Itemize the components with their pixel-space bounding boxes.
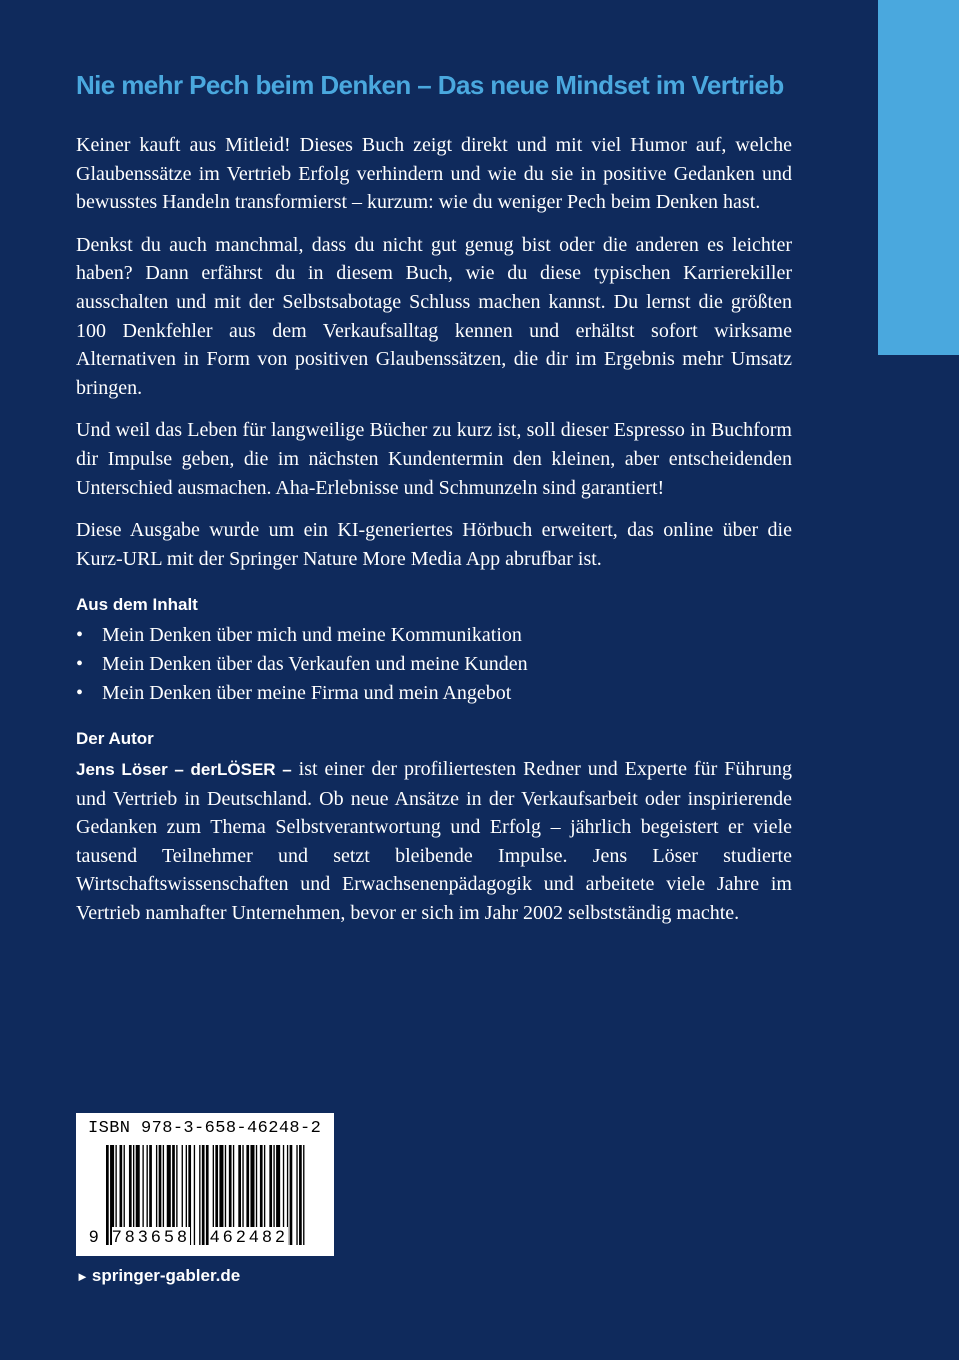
intro-paragraph-4: Diese Ausgabe wurde um ein KI-generiertes Hörbuch erweitert, das online über die Kurz-URL mit der Springer Nature More Media App abrufbar ist.: [76, 519, 792, 570]
isbn-barcode: [76, 1113, 334, 1256]
barcode-digits: [86, 1227, 326, 1251]
list-item: [76, 621, 792, 650]
barcode-digits-left: 783658: [112, 1227, 191, 1246]
website-url: springer-gabler.de: [91, 1266, 241, 1285]
bullet-icon: •: [76, 624, 84, 647]
contents-heading: Aus dem Inhalt: [76, 595, 198, 615]
list-item-text: Mein Denken über meine Firma und mein Angebot: [102, 681, 512, 704]
list-item-text: Mein Denken über das Verkaufen und meine Kunden: [102, 652, 528, 675]
arrow-right-icon: ►: [76, 1269, 89, 1284]
bullet-icon: •: [76, 652, 84, 675]
intro-paragraph-2: Denkst du auch manchmal, dass du nicht gut genug bist oder die anderen es leichter haben? Dann erfährst du in diesem Buch, wie du diese typischen Karrierekiller ausschalten und mit der Selbstsabotage Schluss machen kannst. Du lernst die größten 100 Denkfehler aus dem Verkaufsalltag kennen und erhältst sofort wirksame Alternativen in Form von positiven Glaubenssätzen, die dir im Ergebnis mehr Umsatz bringen.: [76, 233, 792, 399]
list-item-text: Mein Denken über mich und meine Kommunikation: [102, 624, 522, 647]
bullet-icon: •: [76, 681, 84, 704]
author-bio-text: ist einer der profiliertesten Redner und Experte für Führung und Vertrieb in Deutschland. Ob neue Ansätze in der Verkaufsarbeit oder inspirierende Gedanken zum Thema Selbstverantwortung und Erfolg – jährlich begeistert er viele tausend Teilnehmer und setzt bleibende Impulse. Jens Löser studierte Wirtschaftswissenschaften und Erwachsenenpädagogik und arbeitete viele Jahre im Vertrieb namhafter Unternehmen, bevor er sich im Jahr 2002 selbstständig machte.: [76, 758, 792, 925]
list-item: [76, 679, 792, 708]
author-heading: Der Autor: [76, 729, 154, 749]
headline: Nie mehr Pech beim Denken – Das neue Mindset im Vertrieb: [76, 70, 784, 100]
list-item: [76, 650, 792, 679]
contents-list: [76, 621, 792, 707]
barcode-digits-right: 462482: [210, 1227, 289, 1246]
author-bio: [76, 755, 792, 928]
barcode-digit-first: 9: [89, 1227, 99, 1246]
intro-paragraph-3: Und weil das Leben für langweilige Bücher zu kurz ist, soll dieser Espresso in Buchform dir Impulse geben, die im nächsten Kundentermin den kleinen, aber entscheidenden Unterschied ausmachen. Aha-Erlebnisse und Schmunzeln sind garantiert!: [76, 419, 792, 499]
publisher-website-link[interactable]: [76, 1266, 240, 1286]
isbn-label: ISBN 978-3-658-46248-2: [88, 1119, 322, 1138]
accent-side-tab: [878, 0, 959, 355]
intro-paragraph-1: Keiner kauft aus Mitleid! Dieses Buch zeigt direkt und mit viel Humor auf, welche Glaubenssätze im Vertrieb Erfolg verhindern und wie du sie in positive Gedanken und bewusstes Handeln transformierst – kurzum: wie du weniger Pech beim Denken hast.: [76, 134, 792, 214]
back-cover-content: [76, 70, 792, 942]
author-name: Jens Löser – derLÖSER –: [76, 760, 292, 780]
